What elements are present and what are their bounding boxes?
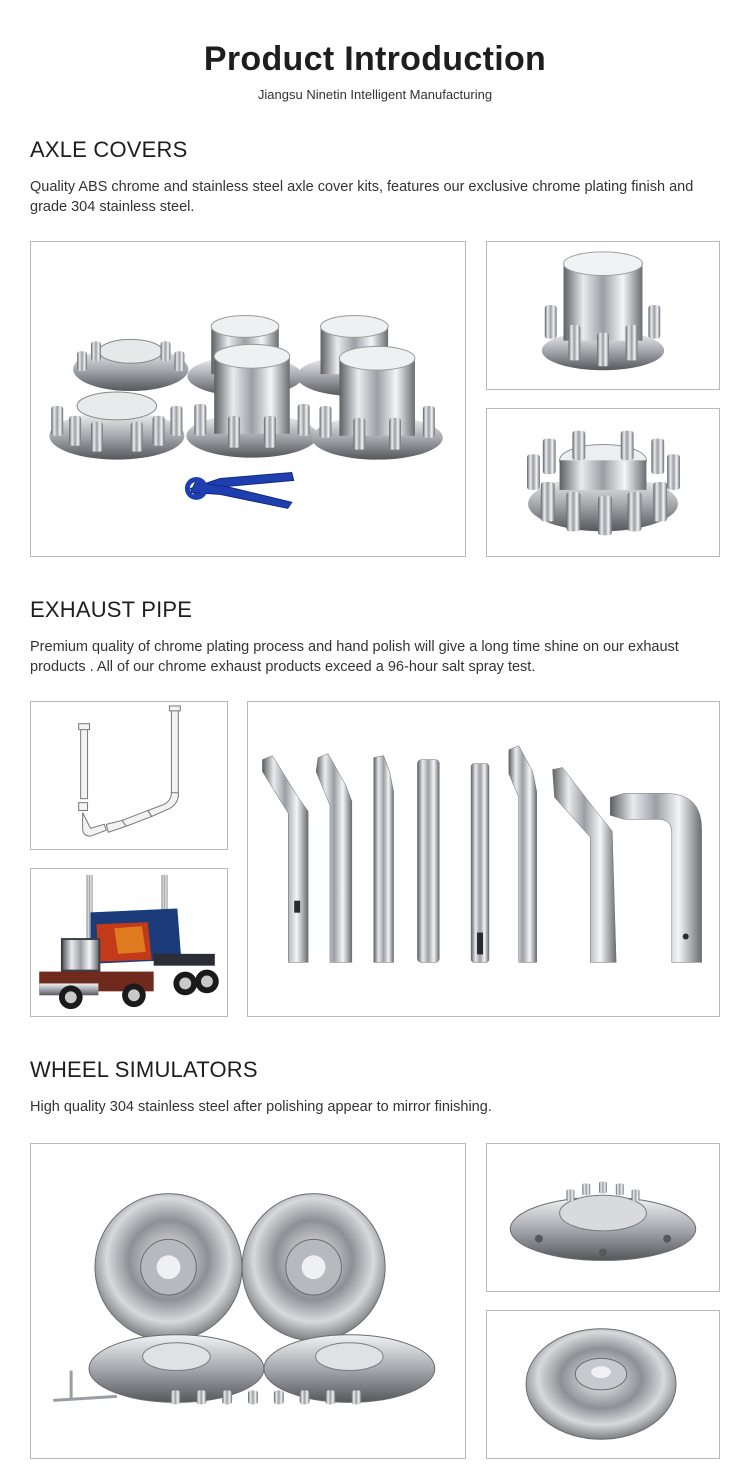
wheel-simulator-set-illustration bbox=[31, 1144, 465, 1458]
wheel-simulator-front-image[interactable] bbox=[486, 1143, 720, 1292]
exhaust-kit-diagram-illustration bbox=[31, 702, 227, 849]
tall-axle-cover-illustration bbox=[487, 242, 719, 389]
flat-axle-cover-image[interactable] bbox=[486, 408, 720, 557]
semi-truck-illustration bbox=[31, 869, 227, 1016]
section-heading-wheel-simulators: WHEEL SIMULATORS bbox=[30, 1057, 258, 1082]
section-text-wheel-simulators: High quality 304 stainless steel after polishing appear to mirror finishing. bbox=[30, 1099, 492, 1115]
exhaust-kit-diagram-image[interactable] bbox=[30, 701, 228, 850]
section-text-axle-covers: Quality ABS chrome and stainless steel axle cover kits, features our exclusive chrome plating finish and grade 304 stainless steel. bbox=[30, 179, 694, 215]
page-title: Product Introduction bbox=[203, 40, 547, 78]
exhaust-pipe-lineup-illustration bbox=[248, 702, 719, 1016]
wheel-simulator-front-illustration bbox=[487, 1144, 719, 1291]
exhaust-pipe-lineup-image[interactable] bbox=[247, 701, 720, 1017]
axle-cover-kit-image[interactable] bbox=[30, 241, 466, 557]
section-text-exhaust-pipe: Premium quality of chrome plating process and hand polish will give a long time shine on our exhaust products . All of our chrome exhaust products exceed a 96-hour salt spray test. bbox=[30, 639, 679, 675]
wheel-simulator-rear-image[interactable] bbox=[486, 1310, 720, 1459]
section-heading-axle-covers: AXLE COVERS bbox=[30, 137, 188, 162]
flat-axle-cover-illustration bbox=[487, 409, 719, 556]
axle-cover-kit-illustration bbox=[31, 242, 465, 556]
wheel-simulator-set-image[interactable] bbox=[30, 1143, 466, 1459]
semi-truck-image[interactable] bbox=[30, 868, 228, 1017]
section-heading-exhaust-pipe: EXHAUST PIPE bbox=[30, 597, 193, 622]
tall-axle-cover-image[interactable] bbox=[486, 241, 720, 390]
wheel-simulator-rear-illustration bbox=[487, 1311, 719, 1458]
page-subtitle: Jiangsu Ninetin Intelligent Manufacturing bbox=[257, 87, 493, 102]
